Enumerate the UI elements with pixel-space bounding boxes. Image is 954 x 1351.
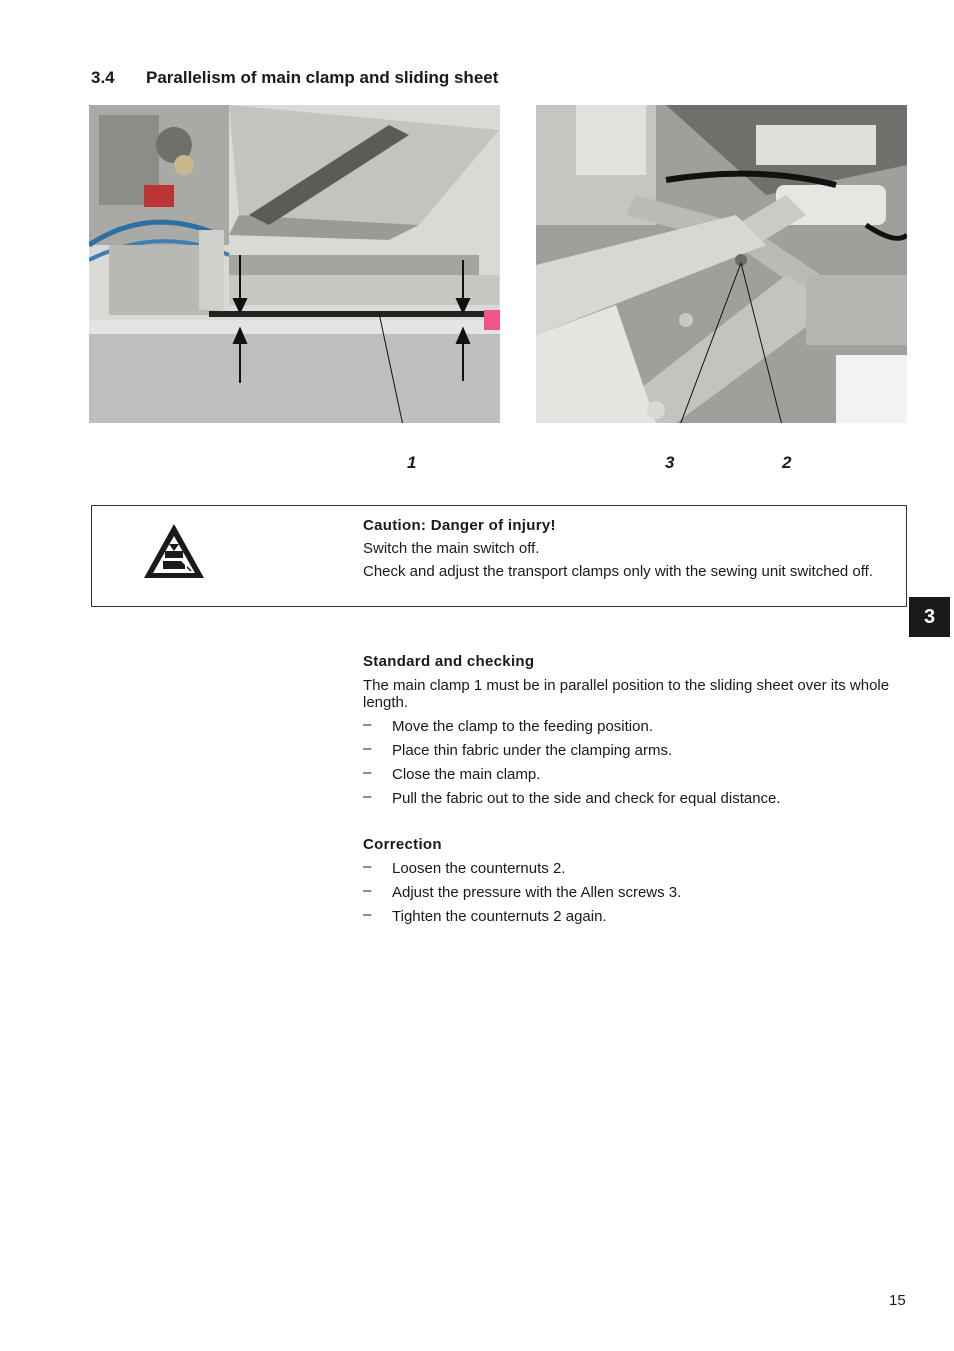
list-item: – Close the main clamp. — [363, 766, 908, 783]
caution-line-1: Switch the main switch off. — [363, 540, 540, 557]
standard-intro: The main clamp 1 must be in parallel position to the sliding sheet over its whole length. — [363, 677, 890, 711]
caution-text — [363, 517, 893, 586]
correction-section — [363, 836, 908, 932]
correction-heading: Correction — [363, 836, 442, 853]
counternut-photo — [536, 105, 907, 423]
list-item: – Adjust the pressure with the Allen screws 3. — [363, 884, 908, 901]
callout-1: 1 — [407, 453, 417, 472]
chapter-tab: 3 — [909, 597, 950, 637]
callout-3: 3 — [665, 453, 675, 472]
section-heading — [91, 68, 498, 88]
list-item: – Tighten the counternuts 2 again. — [363, 908, 908, 925]
caution-box — [91, 505, 907, 607]
section-number: 3.4 — [91, 68, 115, 87]
main-clamp-photo — [89, 105, 500, 423]
list-item: – Loosen the counternuts 2. — [363, 860, 908, 877]
caution-title: Caution: Danger of injury! — [363, 517, 556, 534]
standard-section — [363, 653, 908, 814]
list-item: – Place thin fabric under the clamping arms. — [363, 742, 908, 759]
hand-crush-warning-icon — [141, 521, 207, 586]
page-number: 15 — [889, 1292, 906, 1309]
standard-steps — [363, 718, 908, 807]
caution-line-2: Check and adjust the transport clamps only with the sewing unit switched off. — [363, 563, 873, 580]
callout-2: 2 — [782, 453, 792, 472]
correction-steps — [363, 860, 908, 925]
list-item: – Move the clamp to the feeding position. — [363, 718, 908, 735]
list-item: – Pull the fabric out to the side and check for equal distance. — [363, 790, 908, 807]
standard-heading: Standard and checking — [363, 653, 535, 670]
section-title: Parallelism of main clamp and sliding sheet — [146, 68, 499, 87]
